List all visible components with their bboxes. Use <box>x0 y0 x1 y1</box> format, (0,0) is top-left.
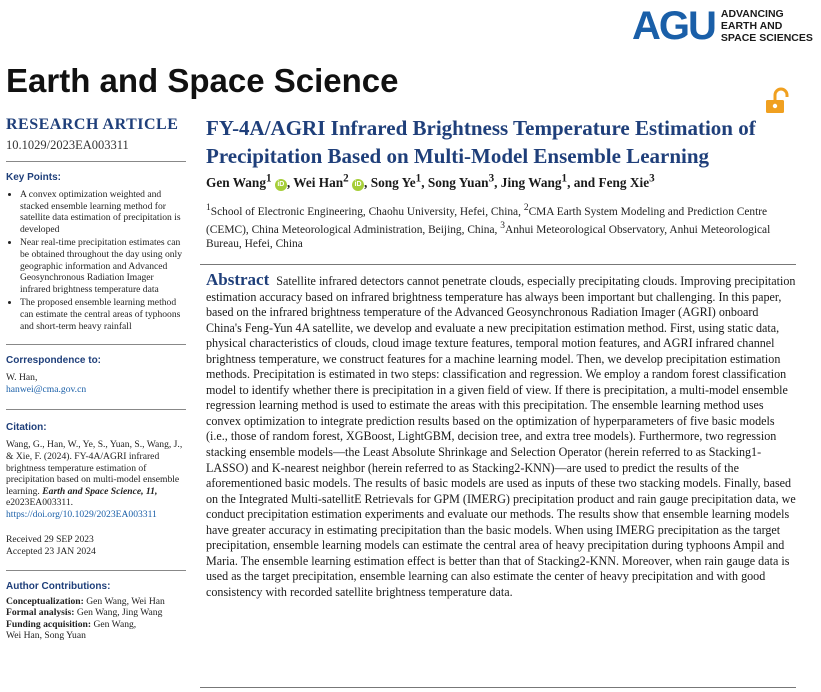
citation-section <box>6 422 186 520</box>
contribution-line: Funding acquisition: Gen Wang, <box>6 618 137 630</box>
divider <box>6 409 186 410</box>
divider <box>6 344 186 345</box>
article-doi[interactable]: 10.1029/2023EA003311 <box>6 138 129 152</box>
correspondence-name: W. Han, <box>6 372 38 384</box>
journal-title[interactable]: Earth and Space Science <box>6 62 399 99</box>
key-points-heading: Key Points: <box>6 172 62 183</box>
received-date: Received 29 SEP 2023 <box>6 534 94 546</box>
orcid-icon[interactable]: iD <box>275 179 287 191</box>
citation-heading: Citation: <box>6 422 47 434</box>
article-type: RESEARCH ARTICLE <box>6 116 179 133</box>
author[interactable]: Song Yuan$^3$, <box>427 173 501 191</box>
article-sidebar <box>6 116 186 642</box>
contributions-section <box>6 581 186 642</box>
key-point: • The proposed ensemble learning method can estimate the central areas of typhoons and short-term heavy rainfall <box>20 297 186 332</box>
author[interactable]: Feng Xie$^3$ <box>598 173 655 191</box>
accepted-date: Accepted 23 JAN 2024 <box>6 546 96 558</box>
affiliations: $^1$School of Electronic Engineering, Chaohu University, Hefei, China, $^2$CMA Earth System Modeling and Prediction Centre (CEMC), China Meteorological Administration, Beijing, China, $^3$Anhui Meteorological Observatory, Anhui Meteorological Bureau, Hefei, China <box>206 203 771 250</box>
article-title: FY-4A/AGRI Infrared Brightness Temperature Estimation of Precipitation Based on Multi-Model Ensemble Learning <box>206 116 756 168</box>
affiliation: Anhui Meteorological Observatory, Anhui Meteorological Bureau, Hefei, China <box>206 223 771 250</box>
divider <box>6 570 186 571</box>
citation-body: Wang, G., Han, W., Ye, S., Yuan, S., Wang, J., & Xie, F. (2024). FY-4A/AGRI infrared brightness temperature estimation of precipitation based on multi-model ensemble learning. <box>6 439 183 497</box>
author-list <box>206 173 796 191</box>
author[interactable]: Wei Han$^2$ iD , <box>293 173 371 191</box>
citation-journal: Earth and Space Science, 11, <box>42 485 158 497</box>
author[interactable]: Jing Wang$^1$, and <box>500 173 599 191</box>
agu-tagline: ADVANCING EARTH AND SPACE SCIENCES <box>720 8 813 44</box>
divider <box>6 161 186 162</box>
affiliation: School of Electronic Engineering, Chaohu University, Hefei, China, <box>210 205 524 218</box>
key-points-section <box>6 172 186 332</box>
author[interactable]: Gen Wang$^1$ iD , <box>206 173 294 191</box>
contribution-line: Conceptualization: Gen Wang, Wei Han <box>6 595 165 607</box>
agu-logo[interactable] <box>632 6 821 46</box>
contribution-line: Wei Han, Song Yuan <box>6 630 86 642</box>
contributions-heading: Author Contributions: <box>6 580 111 592</box>
correspondence-heading: Correspondence to: <box>6 355 102 367</box>
citation-text <box>6 439 186 520</box>
abstract-heading: Abstract <box>206 270 270 289</box>
key-point: • Near real-time precipitation estimates can be obtained throughout the day using only geographic information and Advanced Geosynchronous Radiation Imager infrared brightness temperature data <box>20 237 186 295</box>
agu-logo-mark: AGU <box>632 4 715 48</box>
open-access-lock-icon <box>764 88 792 114</box>
citation-doi-link[interactable]: https://doi.org/10.1029/2023EA003311 <box>6 508 157 520</box>
affiliation: CMA Earth System Modeling and Prediction Centre (CEMC), China Meteorological Administration, Beijing, China, <box>206 205 768 236</box>
abstract <box>206 272 796 600</box>
abstract-text: Satellite infrared detectors cannot penetrate clouds, especially precipitating clouds. Improving precipitation estimation accuracy based on infrared brightness temperature has always been important but challenging. In this paper, based on the infrared brightness temperature of the Advanced Geosynchronous Radiation Imager (AGRI) onboard China's Feng-Yun 4A satellite, we develop and evaluate a new precipitation estimation method. First, using static data, physical characteristics of clouds, cloud image texture features, temporal motion features, and AGRI infrared channel brightness temperature, we construct features for a machine learning model. Then, we develop precipitation estimation methods. Precipitation is estimated in two steps: classification and regression. We employ a random forest classification model to identify whether there is precipitation in a given field of view. If there is precipitation, a multi-model ensemble regression learning method is used to estimate the areas with this precipitation. The ensemble learning method uses convex optimization to integrate prediction results based on the optimization of hyperparameters of five basic models (i.e., those of random forest, XGBoost, LightGBM, decision tree, and extra tree models). Furthermore, two regression stacking ensemble models—the Least Absolute Shrinkage and Selection Operator (herein referred to as Stacking1-LASSO) and K-nearest neighbor (herein referred to as Stacking2-KNN)—are used to predict the results of the aforementioned basic models. The results of basic models are used as inputs of these two stacking models. Finally, based on the Integrated Multi-satellitE Retrievals for GPM (IMERG) precipitation product and rain gauge precipitation data, we conduct precipitation estimation experiments and evaluate our methods. The results show that ensemble learning models have greater accuracy in estimating precipitation than the basic models. When using IMERG precipitation as the target precipitation, ensemble learning models can estimate the central area of heavy precipitation during typhoons Ampil and Maria. The ensemble learning estimation effect is better than that of Stacking2-KNN. Moreover, when rain gauge data is used as the target precipitation, ensemble learning can also estimate the center of heavy precipitation and with good consistency with recorded satellite brightness temperature data. <box>206 274 796 599</box>
correspondence-email[interactable]: hanwei@cma.gov.cn <box>6 383 87 395</box>
orcid-icon[interactable]: iD <box>352 179 364 191</box>
citation-article-number: e2023EA003311. <box>6 497 74 509</box>
contribution-line: Formal analysis: Gen Wang, Jing Wang <box>6 607 163 619</box>
key-points-list <box>6 189 186 332</box>
correspondence-section <box>6 355 186 395</box>
author[interactable]: Song Ye$^1$, <box>370 173 428 191</box>
key-point: • A convex optimization weighted and stacked ensemble learning method for satellite data estimation of precipitation is developed <box>20 189 186 235</box>
